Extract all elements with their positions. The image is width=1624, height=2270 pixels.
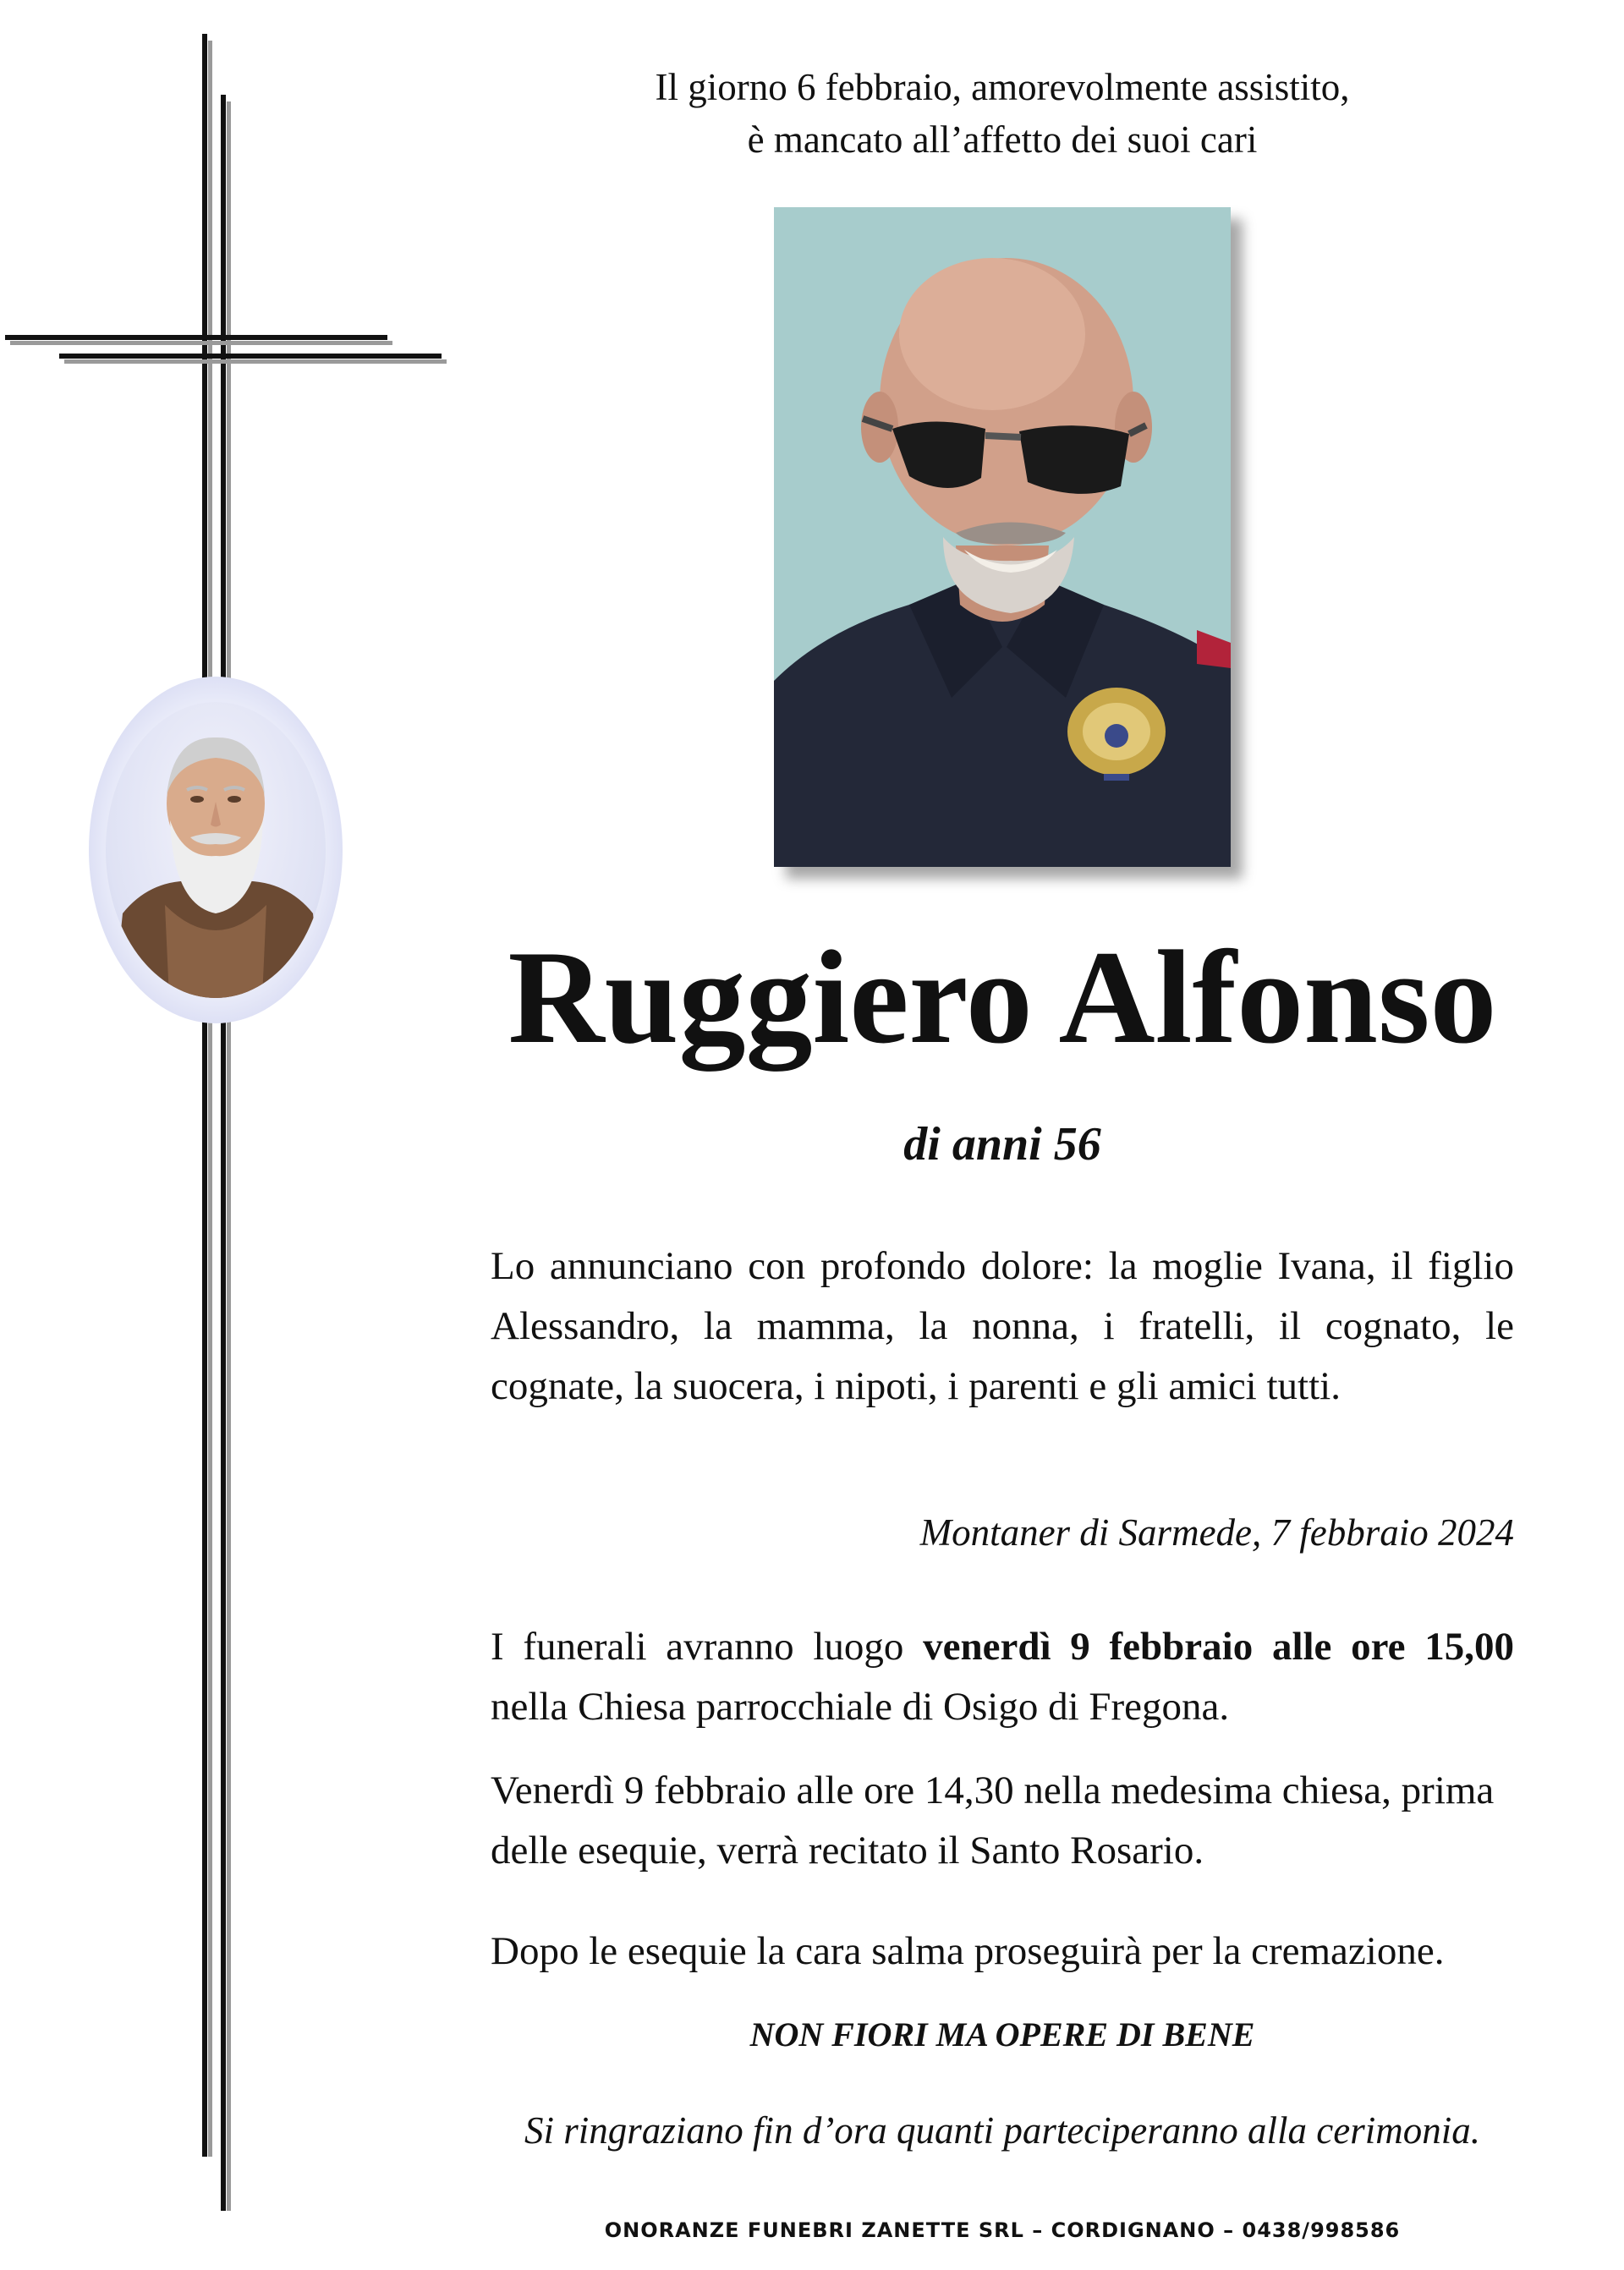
- no-flowers-note: NON FIORI MA OPERE DI BENE: [749, 2015, 1255, 2053]
- thanks-note: Si ringraziano fin d’ora quanti parteciperanno alla cerimonia.: [524, 2109, 1480, 2152]
- cross-horizontal-shadow-1: [10, 341, 392, 345]
- saint-portrait-drawing: [106, 702, 326, 998]
- deceased-photo-drawing: [774, 207, 1231, 867]
- funeral-suffix: nella Chiesa parrocchiale di Osigo di Fregona.: [491, 1685, 1230, 1729]
- place-date: Montaner di Sarmede, 7 febbraio 2024: [919, 1511, 1514, 1554]
- funeral-paragraph: [491, 1617, 1514, 1737]
- deceased-name: Ruggiero Alfonso: [508, 924, 1497, 1072]
- intro-text: [491, 61, 1514, 166]
- saint-portrait: [106, 702, 326, 998]
- funeral-datetime: venerdì 9 febbraio alle ore 15,00: [923, 1625, 1514, 1669]
- intro-line-2: è mancato all’affetto dei suoi cari: [747, 118, 1258, 161]
- cross-vertical-bar-1: [202, 34, 207, 2157]
- cremation-paragraph: Dopo le esequie la cara salma proseguirà per la cremazione.: [491, 1929, 1445, 1973]
- funeral-home-footer: ONORANZE FUNEBRI ZANETTE SRL – CORDIGNANO – 0438/998586: [604, 2218, 1401, 2242]
- deceased-age: di anni 56: [903, 1118, 1101, 1171]
- deceased-photo: [774, 207, 1231, 867]
- announcement-paragraph: Lo annunciano con profondo dolore: la moglie Ivana, il figlio Alessandro, la mamma, la nonna, i fratelli, il cognato, le cognate, la suocera, i nipoti, i parenti e gli amici tutti.: [491, 1244, 1514, 1408]
- cross-vertical-shadow-2: [227, 101, 231, 2211]
- cross-horizontal-bar-1: [5, 335, 387, 340]
- intro-line-1: Il giorno 6 febbraio, amorevolmente assistito,: [655, 66, 1350, 108]
- cross-horizontal-shadow-2: [64, 359, 447, 364]
- cross-horizontal-bar-2: [59, 354, 442, 359]
- funeral-prefix: I funerali avranno luogo: [491, 1625, 924, 1669]
- rosary-paragraph: Venerdì 9 febbraio alle ore 14,30 nella medesima chiesa, prima delle esequie, verrà recitato il Santo Rosario.: [491, 1768, 1495, 1872]
- cross-vertical-bar-2: [221, 95, 226, 2211]
